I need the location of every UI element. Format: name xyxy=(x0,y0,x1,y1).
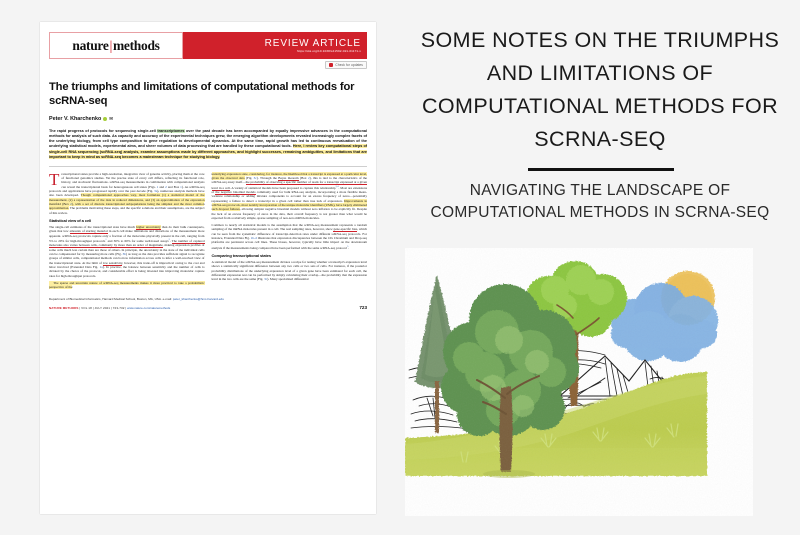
abstract-highlight-term: transcriptomes xyxy=(157,129,185,133)
body-highlight: higher uncertainty xyxy=(136,224,161,229)
intro-paragraph: Transcriptional states provide a high-resolution, integrative view of genome activity, placing them at the core of functional genomics studies. Yet the precise state of every cell differs, reflecting its functional role, history, and stochastic fluctuations. scRNA-seq measurements in combination with computational analysis can reveal the transcriptional basis for heterogeneous cell states (Figs. 1 and 2 and Box 1). As scRNA-seq protocols and applications have progressed rapidly over the past decade (Fig. 3a), numerous analysis methods have also been developed. Though computational approaches vary, most formulate (1) a statistical model of the measurement, (2) a representation of the data in reduced dimensions, and (3) an approximation of the expression manifold (Box 2), with a set of discrete transcriptional subpopulations being the simplest and the most common approximation. The problems motivating these steps, and the specific solutions and their assumptions, are the subject of this review. xyxy=(49,169,205,215)
slide-title: SOME NOTES ON THE TRIUMPHS AND LIMITATIONS OF COMPUTATIONAL METHODS FOR SCRNA-SEQ xyxy=(420,28,780,151)
affiliation-text: Department of Biomedical Informatics, Harvard Medical School, Boston, MA, USA. xyxy=(49,296,162,301)
section-heading-statistical-view: Statistical view of a cell xyxy=(49,217,92,223)
footer-journal-name: NATURE METHODS xyxy=(49,305,79,310)
header-divider xyxy=(49,166,367,167)
article-type-label: REVIEW ARTICLE xyxy=(264,37,361,49)
body-highlight: Improvements in scRNA-seq protocols, most notably incorporation of the unique molecular identifiers (UMIs), have largely eliminated such dropout failures xyxy=(211,198,368,212)
closing-paragraph xyxy=(49,281,205,290)
check-updates-label: Check for updates xyxy=(335,63,363,67)
author-byline xyxy=(49,116,367,122)
body-underline: gene-specific bias xyxy=(333,227,358,232)
body-underline: the negative binomial models xyxy=(215,190,256,194)
article-title: The triumphs and limitations of computational methods for scRNA-seq xyxy=(49,81,355,107)
slide-subtitle: NAVIGATING THE LANDSCAPE OF COMPUTATIONAL METHODS IN SCRNA-SEQ xyxy=(430,182,770,221)
body-underline: low sensitivity xyxy=(102,260,123,265)
paper-page xyxy=(40,22,376,514)
body-underline: amounts of starting material xyxy=(69,229,108,234)
author-email[interactable]: peter_kharchenko@hms.harvard.edu xyxy=(172,296,224,301)
doi-link[interactable]: https://doi.org/10.1038/s41592-021-01171-x xyxy=(296,48,361,53)
landscape-illustration xyxy=(405,248,753,516)
check-updates-row xyxy=(49,61,367,69)
title-divider xyxy=(528,168,674,171)
footer-url[interactable]: www.nature.com/naturemethods xyxy=(127,305,171,310)
logo-divider: | xyxy=(109,37,112,53)
body-column-left xyxy=(49,169,205,292)
paper-content xyxy=(49,32,367,504)
page-footer xyxy=(49,305,367,310)
paper-grain-overlay xyxy=(405,248,753,516)
journal-masthead xyxy=(49,32,367,59)
body-highlight: Though computational approaches vary, most formulate (1) a statistical model of the measurement, (2) a representation of the data in reduced dimensions, and (3) an approximation of the expression manifold (Box 2), with a set of discrete transcriptional subpopulations being the simplest and the most common approximation. xyxy=(49,193,205,211)
logo-methods-text: methods xyxy=(112,37,160,53)
envelope-icon[interactable]: ✉ xyxy=(109,116,114,121)
two-column-body xyxy=(49,169,368,292)
crossmark-icon xyxy=(329,63,333,67)
continued-paragraph: underlying expression state, considering, for instance, the likelihood that a transcript is expressed at a particular level, given the observed data (Fig. 3c). Through the Bayes theorem (Box 2), this is tied to the characteristics of the scRNA-seq assay itself—the probability of observing a specific number of reads for a transcript expressed at a given level in a cell. A variety of statistical models have been proposed to capture this relationship$^{3,4}$. Most are extensions of the negative binomial models commonly used for bulk RNA-seq analysis, incorporating a more flexible mean-variance relationship or adding mixture components to account for an excess frequency of zeros—potentially representing a failure to detect a transcript in a given cell rather than true lack of expression. Improvements in scRNA-seq protocols, most notably incorporation of the unique molecular identifiers (UMIs), have largely eliminated such dropout failures, allowing simpler negative binomial models without zero inflation to be explicitly fit. Despite the lack of an excess frequency of zeros in the data, their overall frequency is not greater than what would be expected from a relatively simple, sparse sampling of non-zero mRNA molecules. xyxy=(211,171,368,221)
body-underline: The number of captured molecules also varies between cells, commonly by more than an order of magnitude xyxy=(49,238,205,248)
check-for-updates-badge[interactable] xyxy=(325,61,367,69)
body-underline: Bayes theorem xyxy=(278,175,299,180)
nature-methods-logo xyxy=(49,32,183,59)
footer-citation xyxy=(49,306,170,310)
section-paragraph: The single-cell estimates of the transcriptional state have much higher uncertainty than do their bulk counterparts, given that low amounts of starting material in each cell make limitations and distortions of the measurement more apparent. scRNA-seq protocols capture only a fraction of the molecules physically present in the cell, ranging from 5% to 20% for high-throughput protocols$^1$ and 30% to 60% for some well-based assays$^2$. The number of captured molecules also varies between cells, commonly by more than an order of magnitude, making expression profiles of some cells much less certain than are those of others. In principle, the uncertainty in the state of the individual cells can be compensated for by measuring more cells (Fig. 3b) as long as the data provides sufficient signal to recognize groups of similar cells, computational methods can borrow information across cells to infer a well-resolved view of the transcriptional state. At the limit of low sensitivity, however, this trade-off is impractical owing to the cost and labor involved (Extended Data Fig. 1a). In practice, the balance between sensitivity and the number of cells is dictated by the choice of the protocol, and considerable effort is being invested into improving molecular capture rates for high-throughput protocols. xyxy=(49,224,205,278)
author-affiliation xyxy=(49,297,367,302)
page-number: 723 xyxy=(359,305,367,311)
article-abstract: The rapid progress of protocols for sequencing single-cell transcriptomes over the past decade has been accompanied by equally impressive advances in the computational methods for analysis of such data. As capacity and accuracy of the experimental techniques grew, the emerging algorithm developments revealed increasingly complex facets of the underlying biology, from cell type composition to gene regulation to developmental dynamics. At the same time, rapid growth has led to continuous reevaluation of the underlying statistical models, experimental aims, and sheer volumes of data processing that are handled by these computational tools. Here, I review key computational steps of single-cell RNA sequencing (scRNA-seq) analysis, examine assumptions made by different approaches, and highlight successes, remaining ambiguities, and limitations that are important to keep in mind as scRNA-seq becomes a mainstream technique for studying biology. xyxy=(49,129,367,159)
footer-issue-meta: | VOL 18 | JULY 2021 | 723-732 | xyxy=(79,305,127,310)
logo-nature-text: nature xyxy=(72,37,109,53)
slide-panel xyxy=(400,0,800,535)
section-heading-comparing-states: Comparing transcriptional states xyxy=(211,253,271,259)
drop-cap: T xyxy=(49,169,60,189)
second-paragraph: Common to nearly all statistical models is the assumption that the scRNA-seq measurement represents a random sampling of the mRNA molecules present in a cell. The real sampling rates, however, show gene-specific bias, which can be seen from the systematic difference of transcript-detection rates under different scRNA-seq protocols. For instance, Extended Data Fig. 1b-d illustrates that expression discrepancies between the 10x Chromium and Drop-seq platforms are persistent across cell lines. These biases, however, typically have little impact on the downstream analysis if the measurements being compared have been performed with the same scRNA-seq protocol$^5$. xyxy=(211,222,367,250)
section-paragraph: A statistical model of the scRNA-seq measurement dictates a recipe for testing whether a transcript's expression level shows a statistically significant difference between any two cells or two sets of cells. For instance, if the posterior probability distributions of the underlying expression level of a given gene have been estimated for each cell, the differential expression test can be performed by simply calculating their overlap—the probability that the expression level in the two cells are the same (Fig. 3c). Many specialized differential xyxy=(211,259,367,282)
body-highlight: underlying expression state, considering, for instance, the likelihood that a transcript is expressed at a particular level, given the observed data xyxy=(211,171,367,180)
body-column-right xyxy=(212,172,368,292)
article-type-banner xyxy=(183,32,367,59)
body-highlight: The sparse and uncertain nature of scRNA-seq measurements makes it more practical to take a probabilistic perspective of the xyxy=(49,280,205,289)
abstract-highlight-block: Here, I review key computational steps of single-cell RNA sequencing (scRNA-seq) analysis, examine assumptions made by different approaches, and highlight successes, remaining ambiguities, and limitations that are important to keep in mind as scRNA-seq becomes a mainstream technique for studying biology. xyxy=(49,144,367,159)
author-name: Peter V. Kharchenko xyxy=(49,116,102,122)
orcid-icon[interactable] xyxy=(103,117,107,121)
email-label: e-mail: xyxy=(162,296,172,301)
body-underline: the probability of observing a specific number of reads for a transcript expressed at a given level in a cell xyxy=(211,180,367,190)
